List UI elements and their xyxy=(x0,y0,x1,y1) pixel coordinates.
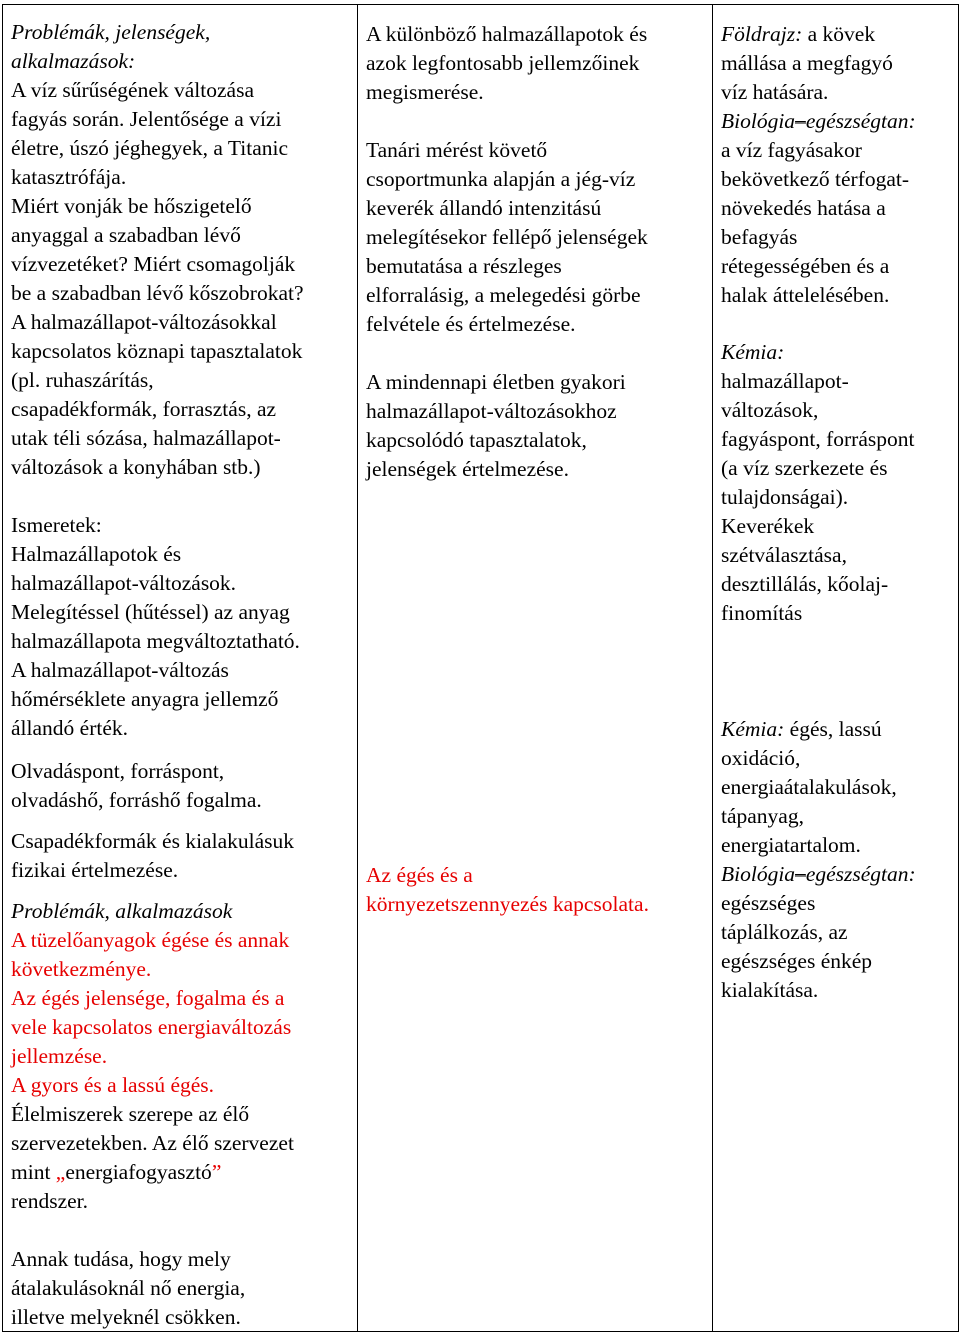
content-column xyxy=(3,5,358,1332)
applications-block: Problémák, alkalmazások A tüzelőanyagok égése és annak következménye. Az égés jelensége, fogalma és a vele kapcsolatos energiaváltozás jellemzése. A gyors és a lassú égés. Élelmiszerek szerepe az élő szervezetekben. Az élő szervezet mint „energiafogyasztó” rendszer. xyxy=(11,897,353,1216)
chemistry-block: Kémia: halmazállapot- változások, fagyáspont, forráspont (a víz szerkezete és tulajdonságai). Keverékek szétválasztása, desztillálás, kőolaj- finomítás xyxy=(721,338,954,628)
precipitation-block: Csapadékformák és kialakulásuk fizikai értelmezése. xyxy=(11,829,294,882)
biology-label: Biológia–egészségtan: xyxy=(721,862,916,886)
problems-block: Problémák, jelenségek, alkalmazások: A víz sűrűségének változása fagyás során. Jelentősége a vízi életre, úszó jéghegyek, a Titanic katasztrófája. Miért vonják be hőszigetelő anyaggal a szabadban lévő vízvezetéket? Miért csomagolják be a szabadban lévő kőszobrokat? A halmazállapot-változásokkal kapcsolatos köznapi tapasztalatok (pl. ruhaszárítás, csapadékformák, forrasztás, az utak téli sózása, halmazállapot- változások a konyhában stb.) xyxy=(11,18,353,482)
combustion-block: Az égés és a környezetszennyezés kapcsolata. xyxy=(366,863,649,916)
applications-heading: Problémák, alkalmazások xyxy=(11,899,233,923)
geography-label: Földrajz: xyxy=(721,22,803,46)
chemistry-label: Kémia: xyxy=(721,340,785,364)
knowledge-block: Ismeretek: Halmazállapotok és halmazállapot-változások. Melegítéssel (hűtéssel) az anyag halmazállapota megváltoztatható. A halmazállapot-változás hőmérséklete anyagra jellemző állandó érték. xyxy=(11,511,353,743)
problems-heading: Problémák, jelenségek, xyxy=(11,20,211,44)
knowledge-heading: Ismeretek: xyxy=(11,513,102,537)
melting-point-block: Olvadáspont, forráspont, olvadáshő, forráshő fogalma. xyxy=(11,759,262,812)
chemistry-biology-block: Kémia: égés, lassú oxidáció, energiaátalakulások, tápanyag, energiatartalom. Biológia–egészségtan: egészséges táplálkozás, az egészséges énkép kialakítása. xyxy=(721,715,954,1005)
states-block: A különböző halmazállapotok és azok legfontosabb jellemzőinek megismerése. xyxy=(366,22,648,104)
table-row xyxy=(3,5,959,1332)
geography-biology-block: Földrajz: a kövek mállása a megfagyó víz hatására. Biológia–egészségtan: a víz fagyásakor bekövetkező térfogat- növekedés hatása a befagyás rétegességében és a halak áttelelésében. xyxy=(721,20,954,310)
everyday-block: A mindennapi életben gyakori halmazállapot-változásokhoz kapcsolódó tapasztalatok, jelenségek értelmezése. xyxy=(366,370,626,481)
chemistry-label: Kémia: xyxy=(721,717,785,741)
biology-label: Biológia–egészségtan: xyxy=(721,109,916,133)
energy-knowledge-block: Annak tudása, hogy mely átalakulásoknál nő energia, illetve melyeknél csökken. xyxy=(11,1247,246,1329)
activities-column xyxy=(358,5,713,1332)
group-work-block: Tanári mérést követő csoportmunka alapján a jég-víz keverék állandó intenzitású melegítésekor fellépő jelenségek bemutatása a részleges elforralásig, a melegedési görbe felvétele és értelmezése. xyxy=(366,138,648,336)
connections-column xyxy=(713,5,959,1332)
curriculum-table xyxy=(2,4,959,1332)
